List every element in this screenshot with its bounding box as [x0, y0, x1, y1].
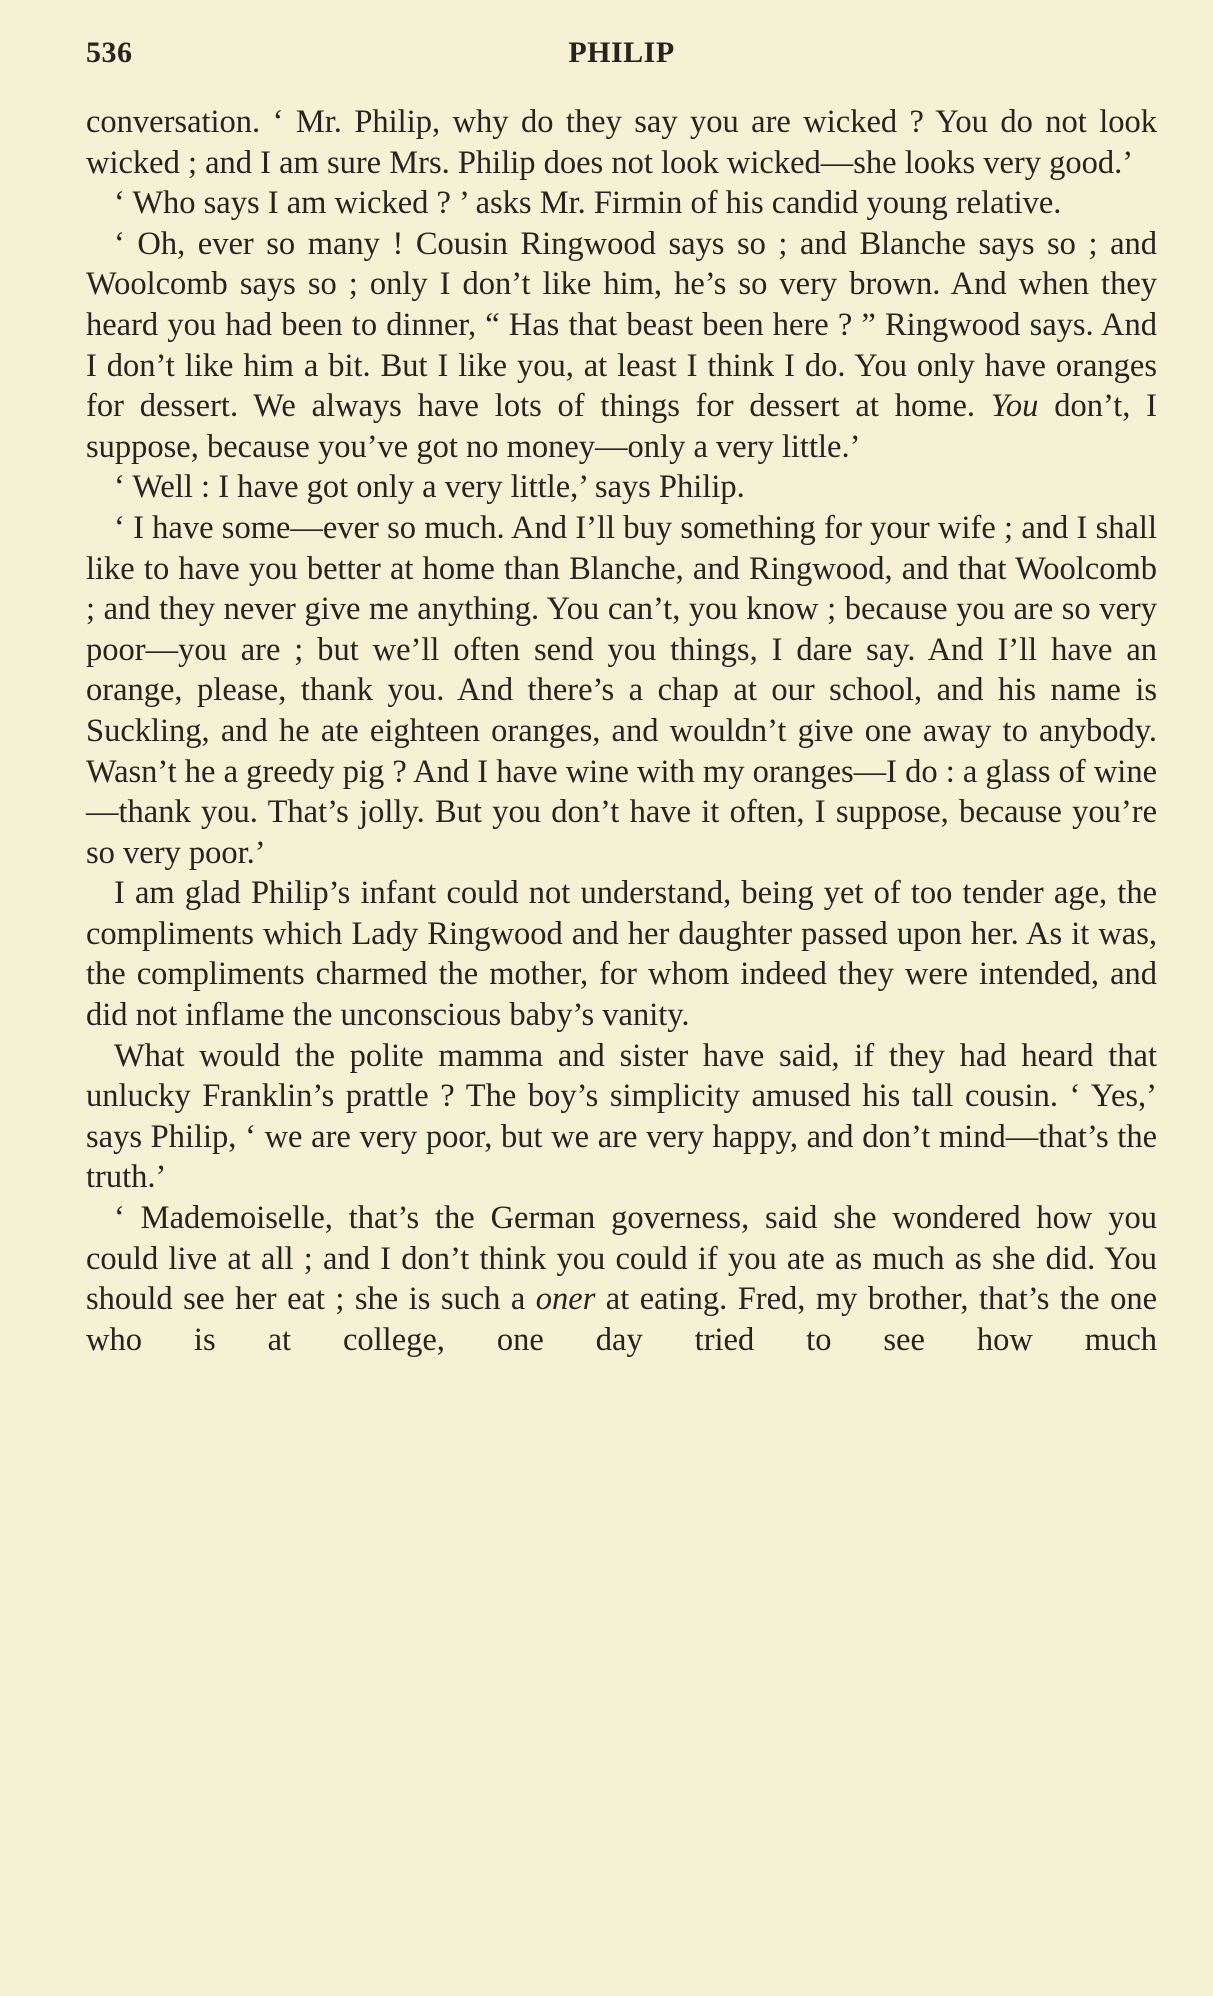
text-segment: What would the polite mamma and sister have said, if they had heard that unlucky Franklin’s prattle ? The boy’s simplicity amused his tall cousin. ‘ Yes,’ says Philip, ‘ we are very poor, but we are very happy, and don’t mind—that’s the truth.’ [86, 1037, 1157, 1196]
paragraph [86, 508, 1157, 873]
paragraph [86, 1198, 1157, 1360]
running-title: PHILIP [568, 36, 675, 69]
paragraph [86, 183, 1157, 224]
italic-text: You [990, 388, 1039, 425]
paragraph [86, 467, 1157, 508]
text-segment: ‘ Oh, ever so many ! Cousin Ringwood says so ; and Blanche says so ; and Woolcomb says so ; only I don’t like him, he’s so very brown. And when they heard you had been to dinner, “ Has that beast been here ? ” Ringwood says. And I don’t like him a bit. But I like you, at least I think I do. You only have oranges for dessert. We always have lots of things for dessert at home. [86, 225, 1157, 425]
italic-text: oner [535, 1281, 596, 1318]
text-segment: ‘ Mademoiselle, that’s the German governess, said she wondered how you could live at all ; and I don’t think you could if you ate as much as she did. You should see her eat ; she is such a [86, 1200, 1157, 1318]
paragraph [86, 873, 1157, 1035]
text-segment: ‘ Who says I am wicked ? ’ asks Mr. Firmin of his candid young relative. [114, 185, 1062, 222]
body-text [86, 102, 1157, 1360]
text-segment: ‘ Well : I have got only a very little,’ says Philip. [114, 469, 745, 506]
text-segment: at eating. Fred, my brother, that’s the one who is at college, one day tried to see how much [86, 1281, 1157, 1358]
text-segment: don’t, I suppose, because you’ve got no money—only a very little.’ [86, 388, 1157, 465]
paragraph [86, 1036, 1157, 1198]
text-segment: conversation. ‘ Mr. Philip, why do they say you are wicked ? You do not look wicked ; and I am sure Mrs. Philip does not look wicked—she looks very good.’ [86, 104, 1157, 181]
text-segment: I am glad Philip’s infant could not understand, being yet of too tender age, the compliments which Lady Ringwood and her daughter passed upon her. As it was, the compliments charmed the mother, for whom indeed they were intended, and did not inflame the unconscious baby’s vanity. [86, 875, 1157, 1034]
running-head [86, 36, 1157, 80]
paragraph [86, 102, 1157, 183]
paragraph [86, 224, 1157, 468]
text-segment: ‘ I have some—ever so much. And I’ll buy something for your wife ; and I shall like to have you better at home than Blanche, and Ringwood, and that Woolcomb ; and they never give me anything. You can’t, you know ; because you are so very poor—you are ; but we’ll often send you things, I dare say. And I’ll have an orange, please, thank you. And there’s a chap at our school, and his name is Suckling, and he ate eighteen oranges, and wouldn’t give one away to anybody. Wasn’t he a greedy pig ? And I have wine with my oranges—I do : a glass of wine—thank you. That’s jolly. But you don’t have it often, I suppose, because you’re so very poor.’ [86, 509, 1157, 871]
page-number: 536 [86, 36, 133, 69]
